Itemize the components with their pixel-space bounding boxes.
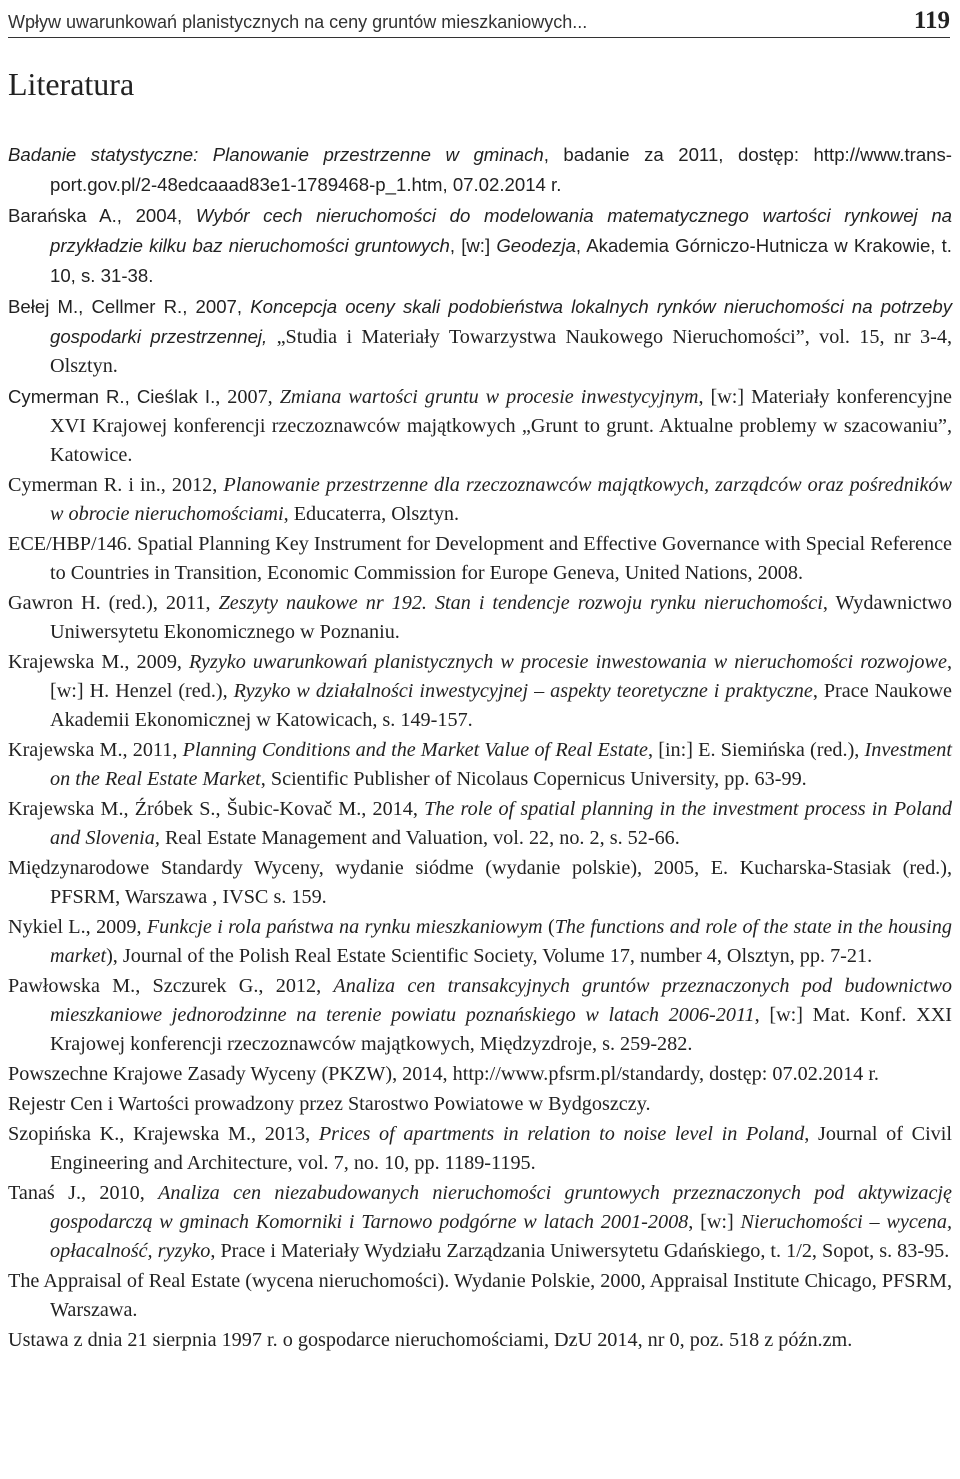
reference-text-segment: ), Journal of the Polish Real Estate Scientific Society, Volume 17, number 4, Olsztyn, pp. 7-21.: [106, 945, 873, 967]
reference-text-segment: , [w:] Mat. Konf. XXI Krajowej konferencji rzeczoznawców majątkowych, Międzyzdroje, s. 259-282.: [50, 1004, 952, 1055]
page-number: 119: [913, 7, 950, 34]
reference-text-segment: Barańska A.: [8, 205, 117, 226]
reference-text-segment: Analiza cen transakcyjnych gruntów przeznaczonych pod budownictwo mieszkaniowe jednorodzinne na terenie powiatu poznańskiego w latach 2006-2011: [50, 975, 953, 1026]
reference-text-segment: The functions and role of the state in the housing market: [50, 916, 952, 967]
reference-text-segment: , 2012,: [160, 474, 224, 496]
reference-text-segment: , 2014,: [361, 798, 425, 820]
reference-text-segment: Rejestr Cen i Wartości prowadzony przez Starostwo Powiatowe w Bydgoszczy.: [8, 1093, 651, 1115]
reference-text-segment: , Educaterra, Olsztyn.: [283, 503, 460, 525]
reference-text-segment: Funkcje i rola państwa na rynku mieszkaniowym: [146, 916, 543, 938]
reference-text-segment: , 2004,: [116, 205, 196, 226]
reference-text-segment: Zmiana wartości gruntu w procesie inwestycyjnym: [279, 386, 699, 408]
reference-text-segment: , 2011,: [122, 739, 183, 761]
reference-text-segment: (: [542, 916, 555, 938]
reference-entry: [8, 201, 952, 291]
reference-text-segment: , badanie za 2011, dostęp: http://www.trans-port.gov.pl/2-48edcaaad83e1-1789468-p_1.htm, 07.02.2014 r.: [50, 144, 952, 195]
running-header-title: Wpływ uwarunkowań planistycznych na ceny gruntów mieszkaniowych...: [8, 12, 588, 32]
reference-text-segment: Koncepcja oceny skali podobieństwa lokalnych rynków nieruchomości na potrzeby gospodarki przestrzennej,: [50, 296, 953, 347]
reference-text-segment: , 2009,: [85, 916, 147, 938]
reference-text-segment: , Prace Naukowe Akademii Ekonomicznej w Katowicach, s. 149-157.: [50, 680, 952, 731]
reference-text-segment: , 2010,: [81, 1182, 159, 1204]
reference-text-segment: Ustawa z dnia 21 sierpnia 1997 r. o gospodarce nieruchomościami, DzU 2014, nr 0, poz. 518 z późn.zm.: [8, 1329, 853, 1351]
reference-text-segment: The Appraisal of Real Estate (wycena nieruchomości). Wydanie Polskie, 2000, Appraisal Institute Chicago, PFSRM, Warszawa.: [8, 1270, 952, 1321]
reference-entry: [8, 736, 952, 794]
reference-entry: [8, 530, 952, 588]
reference-text-segment: Analiza cen niezabudowanych nieruchomości gruntowych przeznaczonych pod aktywizację gospodarczą w gminach Komorniki i Tarnowo podgórne w latach 2001-2008: [50, 1182, 952, 1233]
running-header: [8, 2, 950, 38]
reference-text-segment: ECE/HBP/146. Spatial Planning Key Instrument for Development and Effective Governance with Special Reference to Countries in Transition, Economic Commission for Europe Geneva, United Nations, 2008.: [8, 533, 952, 584]
reference-text-segment: , 2009,: [124, 651, 190, 673]
reference-text-segment: Krajewska M., Źróbek S., Šubic-Kovač M.: [8, 798, 362, 820]
reference-text-segment: Zeszyty naukowe nr 192. Stan i tendencje rozwoju rynku nieruchomości: [218, 592, 823, 614]
reference-text-segment: Tanaś J.: [8, 1182, 81, 1204]
reference-text-segment: , [w:]: [688, 1211, 741, 1233]
reference-text-segment: , 2013,: [251, 1123, 319, 1145]
reference-entry: [8, 471, 952, 529]
reference-text-segment: , Prace i Materiały Wydziału Zarządzania Uniwersytetu Gdańskiego, t. 1/2, Sopot, s. 83-95.: [210, 1240, 950, 1262]
reference-text-segment: Szopińska K., Krajewska M.: [8, 1123, 251, 1145]
reference-text-segment: , Journal of Civil Engineering and Architecture, vol. 7, no. 10, pp. 1189-1195.: [50, 1123, 952, 1174]
reference-text-segment: , Scientific Publisher of Nicolaus Copernicus University, pp. 63-99.: [260, 768, 807, 790]
reference-entry: [8, 1060, 952, 1089]
reference-text-segment: Planowanie przestrzenne dla rzeczoznawców majątkowych, zarządców oraz pośredników w obrocie nieruchomościami: [50, 474, 952, 525]
reference-text-segment: Cymerman R. i in.: [8, 474, 161, 496]
reference-text-segment: Powszechne Krajowe Zasady Wyceny (PKZW), 2014, http://www.pfsrm.pl/standardy, dostęp: 07.02.2014 r.: [8, 1063, 879, 1085]
reference-entry: [8, 1120, 952, 1178]
reference-entry: [8, 648, 952, 735]
reference-text-segment: , [w:] Materiały konferencyjne XVI Krajowej konferencji rzeczoznawców majątkowych „Grunt to grunt. Aktualne problemy w szacowaniu”, Katowice.: [50, 386, 952, 466]
reference-text-segment: Planning Conditions and the Market Value of Real Estate: [182, 739, 648, 761]
reference-text-segment: , [w:]: [449, 235, 497, 256]
reference-text-segment: Cymerman R., Cieślak I.: [8, 386, 216, 407]
reference-entry: [8, 140, 952, 200]
reference-text-segment: Ryzyko w działalności inwestycyjnej – aspekty teoretyczne i praktyczne: [233, 680, 813, 702]
reference-text-segment: Międzynarodowe Standardy Wyceny, wydanie siódme (wydanie polskie), 2005, E. Kucharska-Stasiak (red.), PFSRM, Warszawa , IVSC s. 159.: [8, 857, 952, 908]
reference-entry: [8, 1179, 952, 1266]
reference-text-segment: Nykiel L.: [8, 916, 86, 938]
reference-entry: [8, 292, 952, 381]
reference-text-segment: Krajewska M.: [8, 651, 125, 673]
reference-list: [8, 140, 952, 1356]
reference-text-segment: Wybór cech nieruchomości do modelowania matematycznego wartości rynkowej na przykładzie kilku baz nieruchomości gruntowych: [50, 205, 953, 256]
reference-entry: [8, 1267, 952, 1325]
reference-text-segment: , 2007,: [215, 386, 280, 408]
reference-entry: [8, 913, 952, 971]
reference-text-segment: The role of spatial planning in the investment process in Poland and Slovenia,: [50, 798, 953, 849]
reference-text-segment: Investment on the Real Estate Market: [50, 739, 952, 790]
reference-entry: [8, 1326, 952, 1355]
reference-text-segment: Bełej M., Cellmer R.: [8, 296, 183, 317]
reference-text-segment: Real Estate Management and Valuation, vol. 22, no. 2, s. 52-66.: [159, 827, 680, 849]
reference-text-segment: , [in:] E. Siemińska (red.),: [647, 739, 865, 761]
reference-text-segment: , 2007,: [182, 296, 251, 317]
reference-text-segment: Badanie statystyczne: Planowanie przestrzenne w gminach: [8, 144, 544, 165]
reference-entry: [8, 1090, 952, 1119]
reference-text-segment: Krajewska M.: [8, 739, 123, 761]
reference-text-segment: Ryzyko uwarunkowań planistycznych w procesie inwestowania w nieruchomości rozwojowe: [189, 651, 947, 673]
reference-entry: [8, 589, 952, 647]
reference-entry: [8, 382, 952, 470]
reference-entry: [8, 854, 952, 912]
reference-entry: [8, 795, 952, 853]
reference-text-segment: , Wydawnictwo Uniwersytetu Ekonomicznego w Poznaniu.: [50, 592, 952, 643]
reference-text-segment: Prices of apartments in relation to noise level in Poland: [318, 1123, 805, 1145]
reference-text-segment: Gawron H. (red.): [8, 592, 153, 614]
section-title: Literatura: [8, 66, 135, 102]
reference-text-segment: Geodezja: [496, 235, 576, 256]
reference-text-segment: Pawłowska M., Szczurek G.: [8, 975, 259, 997]
reference-entry: [8, 972, 952, 1059]
reference-text-segment: Nieruchomości – wycena, opłacalność, ryzyko: [50, 1211, 952, 1262]
reference-text-segment: , 2011,: [152, 592, 219, 614]
reference-text-segment: , 2012,: [258, 975, 334, 997]
reference-text-segment: „Studia i Materiały Towarzystwa Naukowego Nieruchomości”, vol. 15, nr 3-4, Olsztyn.: [50, 326, 952, 377]
reference-text-segment: , [w:] H. Henzel (red.),: [50, 651, 952, 702]
reference-text-segment: , Akademia Górniczo-Hutnicza w Krakowie, t. 10, s. 31-38.: [50, 235, 952, 286]
